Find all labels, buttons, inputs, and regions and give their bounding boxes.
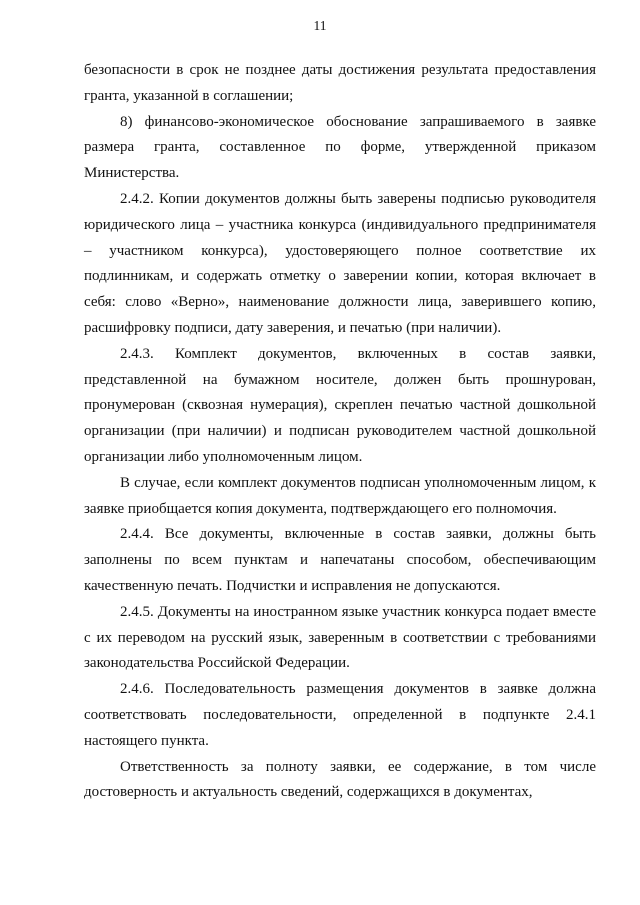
paragraph-continuation: безопасности в срок не позднее даты достижения результата предоставления гранта, указанной в соглашении; <box>84 62 596 104</box>
page-number: 11 <box>313 18 327 33</box>
paragraph-2-4-2: 2.4.2. Копии документов должны быть заверены подписью руководителя юридического лица – участника конкурса (индивидуального предпринимателя – участником конкурса), удостоверяющего полное соответствие их подлинникам, и содержать отметку о заверении копии, которая включает в себя: слово «Верно», наименование должности лица, заверившего копию, расшифровку подписи, дату заверения, и печатью (при наличии). <box>84 190 596 336</box>
document-body <box>84 58 596 806</box>
paragraph-2-4-4: 2.4.4. Все документы, включенные в состав заявки, должны быть заполнены по всем пунктам и напечатаны способом, обеспечивающим качественную печать. Подчистки и исправления не допускаются. <box>84 526 596 594</box>
paragraph-2-4-6: 2.4.6. Последовательность размещения документов в заявке должна соответствовать последовательности, определенной в подпункте 2.4.1 настоящего пункта. <box>84 681 596 749</box>
paragraph-item-8: 8) финансово-экономическое обоснование запрашиваемого в заявке размера гранта, составленное по форме, утвержденной приказом Министерства. <box>84 113 596 182</box>
paragraph-authorized-person: В случае, если комплект документов подписан уполномоченным лицом, к заявке приобщается копия документа, подтверждающего его полномочия. <box>84 474 596 517</box>
paragraph-2-4-3: 2.4.3. Комплект документов, включенных в состав заявки, представленной на бумажном носителе, должен быть прошнурован, пронумерован (сквозная нумерация), скреплен печатью частной дошкольной организации (при наличии) и подписан руководителем частной дошкольной организации либо уполномоченным лицом. <box>84 345 596 465</box>
paragraph-responsibility: Ответственность за полноту заявки, ее содержание, в том числе достоверность и актуальность сведений, содержащихся в документах, <box>84 758 596 801</box>
paragraph-2-4-5: 2.4.5. Документы на иностранном языке участник конкурса подает вместе с их переводом на русский язык, заверенным в соответствии с требованиями законодательства Российской Федерации. <box>84 603 596 672</box>
